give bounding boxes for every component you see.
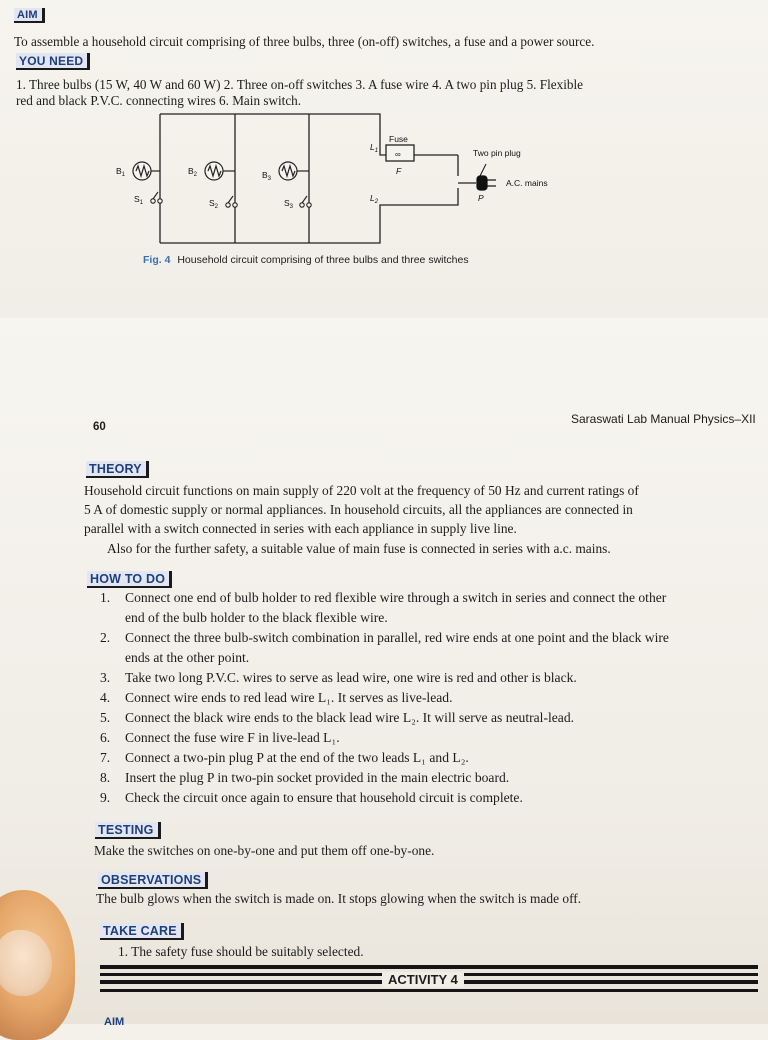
procedure-step bbox=[100, 768, 762, 788]
bulb-2 bbox=[205, 162, 235, 180]
step-text: Connect the black wire ends to the black lead wire L₂. It will serve as neutral-lead. bbox=[125, 710, 575, 725]
theory-heading: THEORY bbox=[86, 461, 149, 478]
switch-1-label: $S_1$ bbox=[134, 194, 144, 206]
theory-line-2: 5 A of domestic supply or normal appliances. In household circuits, all the appliances are connected in bbox=[84, 502, 633, 517]
procedure-steps bbox=[100, 588, 762, 808]
step-number: 1. bbox=[100, 590, 111, 605]
theory-line-4: Also for the further safety, a suitable value of main fuse is connected in series with a.c. mains. bbox=[107, 541, 611, 556]
page-number: 60 bbox=[93, 421, 106, 433]
bulb-3-label: $B_3$ bbox=[262, 170, 272, 182]
procedure-step bbox=[100, 788, 762, 808]
bulb-3 bbox=[279, 162, 309, 180]
step-number: 9. bbox=[100, 790, 111, 805]
step-number: 4. bbox=[100, 690, 111, 705]
plug-label: Two pin plug bbox=[473, 148, 521, 158]
step-number: 8. bbox=[100, 770, 111, 785]
observations-text: The bulb glows when the switch is made on. It stops glowing when the switch is made off. bbox=[96, 891, 582, 906]
plug-p-label: P bbox=[478, 193, 484, 203]
observations-heading: OBSERVATIONS bbox=[98, 872, 208, 889]
switch-3-label: $S_3$ bbox=[284, 198, 294, 210]
figure-caption-text: Household circuit comprising of three bulbs and three switches bbox=[177, 254, 469, 266]
testing-heading: TESTING bbox=[95, 822, 161, 839]
bulb-1 bbox=[133, 162, 160, 180]
step-text: Connect one end of bulb holder to red flexible wire through a switch in series and connect the other bbox=[125, 590, 667, 605]
step-number: 3. bbox=[100, 670, 111, 685]
testing-text: Make the switches on one-by-one and put them off one-by-one. bbox=[94, 843, 435, 858]
how-to-do-heading: HOW TO DO bbox=[87, 571, 172, 588]
circuit-diagram bbox=[0, 108, 768, 268]
activity-label: ACTIVITY 4 bbox=[382, 972, 464, 987]
you-need-line-1: 1. Three bulbs (15 W, 40 W and 60 W) 2. Three on-off switches 3. A fuse wire 4. A two pin plug 5. Flexible bbox=[16, 77, 583, 92]
fuse-label: Fuse bbox=[389, 134, 408, 144]
you-need-line-2: red and black P.V.C. connecting wires 6. Main switch. bbox=[16, 93, 302, 108]
lead-l2-label: $L_2$ bbox=[370, 193, 379, 205]
procedure-step bbox=[100, 588, 762, 628]
take-care-item: 1. The safety fuse should be suitably selected. bbox=[118, 944, 364, 959]
take-care-heading: TAKE CARE bbox=[100, 923, 184, 940]
fuse-symbol: ∞ bbox=[395, 150, 401, 159]
lead-l1-label: $L_1$ bbox=[370, 142, 379, 154]
step-text: Check the circuit once again to ensure that household circuit is complete. bbox=[125, 790, 523, 805]
procedure-step bbox=[100, 628, 762, 668]
procedure-step bbox=[100, 748, 762, 768]
figure-caption bbox=[143, 254, 469, 266]
activity-rule-bottom bbox=[100, 989, 758, 992]
procedure-step bbox=[100, 728, 762, 748]
bulb-1-label: $B_1$ bbox=[116, 166, 126, 178]
step-text: Insert the plug P in two-pin socket provided in the main electric board. bbox=[125, 770, 510, 785]
step-number: 2. bbox=[100, 630, 111, 645]
bulb-2-label: $B_2$ bbox=[188, 166, 198, 178]
mains-label: A.C. mains bbox=[506, 178, 548, 188]
procedure-step bbox=[100, 708, 762, 728]
step-number: 7. bbox=[100, 750, 111, 765]
aim-heading: AIM bbox=[14, 8, 45, 23]
step-text: Connect the fuse wire F in live-lead L₁. bbox=[125, 730, 340, 745]
theory-line-3: parallel with a switch connected in series with each appliance in supply live line. bbox=[84, 521, 517, 536]
step-text-continued: end of the bulb holder to the black flexible wire. bbox=[125, 610, 388, 625]
theory-line-1: Household circuit functions on main supply of 220 volt at the frequency of 50 Hz and current ratings of bbox=[84, 483, 639, 498]
you-need-heading: YOU NEED bbox=[16, 53, 90, 70]
step-text: Connect wire ends to red lead wire L₁. It serves as live-lead. bbox=[125, 690, 453, 705]
step-text-continued: ends at the other point. bbox=[125, 650, 250, 665]
live-wire-top bbox=[160, 114, 386, 155]
two-pin-plug bbox=[477, 164, 496, 190]
step-text: Connect the three bulb-switch combination in parallel, red wire ends at one point and the black wire bbox=[125, 630, 669, 645]
procedure-step bbox=[100, 688, 762, 708]
step-text: Connect a two-pin plug P at the end of the two leads L₁ and L₂. bbox=[125, 750, 469, 765]
book-title: Saraswati Lab Manual Physics–XII bbox=[571, 412, 756, 426]
switch-2-label: $S_2$ bbox=[209, 198, 219, 210]
step-text: Take two long P.V.C. wires to serve as lead wire, one wire is red and other is black. bbox=[125, 670, 577, 685]
fuse-f-label: F bbox=[396, 166, 402, 176]
figure-number: Fig. 4 bbox=[143, 254, 171, 266]
next-aim-heading: AIM bbox=[104, 1016, 125, 1028]
step-number: 5. bbox=[100, 710, 111, 725]
procedure-step bbox=[100, 668, 762, 688]
aim-text: To assemble a household circuit comprising of three bulbs, three (on-off) switches, a fuse and a power source. bbox=[14, 34, 595, 49]
activity-rule-top bbox=[100, 965, 758, 969]
step-number: 6. bbox=[100, 730, 111, 745]
